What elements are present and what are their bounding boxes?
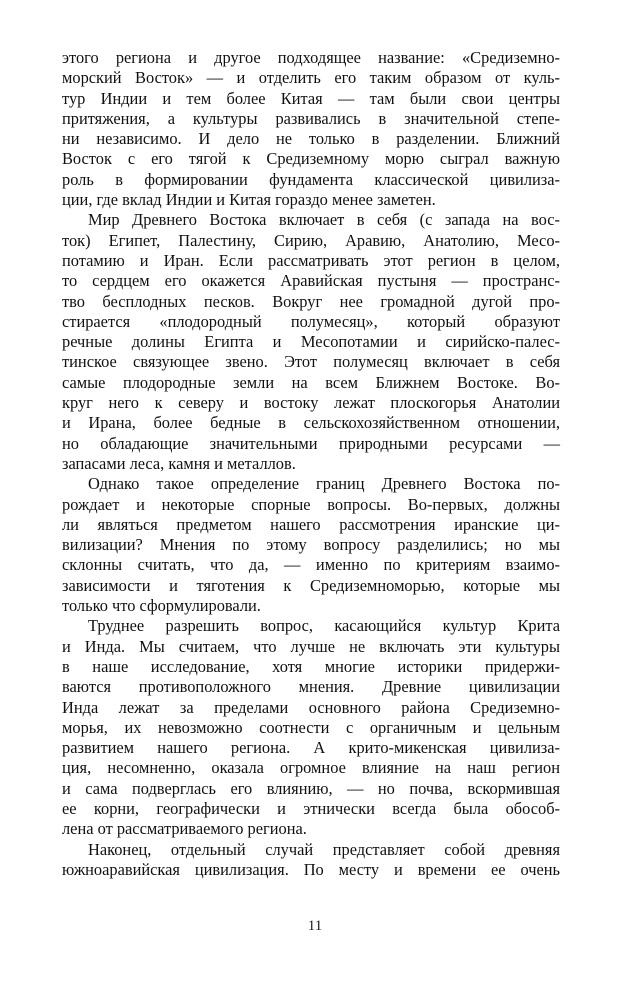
- text-line: потамию и Иран. Если рассматривать этот регион в целом,: [62, 250, 560, 270]
- text-line: ция, несомненно, оказала огромное влияние на наш регион: [62, 758, 560, 778]
- text-line: Наконец, отдельный случай представляет собой древняя: [88, 839, 560, 859]
- paragraph: [62, 474, 560, 616]
- text-line: запасами леса, камня и металлов.: [62, 453, 296, 473]
- text-line: только что сформулировали.: [62, 596, 261, 616]
- text-line: рождает и некоторые спорные вопросы. Во-первых, должны: [62, 494, 560, 514]
- text-line: стирается «плодородный полумесяц», который образуют: [62, 311, 560, 331]
- page-number: 11: [307, 918, 323, 934]
- text-line: ли являться предметом нашего рассмотрения иранские ци-: [62, 514, 560, 534]
- text-line: этого региона и другое подходящее название: «Средиземно-: [62, 48, 560, 67]
- text-line: южноаравийская цивилизация. По месту и времени ее очень: [62, 859, 560, 879]
- text-line: ток) Египет, Палестину, Сирию, Аравию, Анатолию, Месо-: [62, 230, 560, 250]
- paragraph: [62, 48, 560, 210]
- text-line: круг него к северу и востоку лежат плоскогорья Анатолии: [62, 393, 560, 413]
- paragraph: [62, 840, 560, 881]
- text-line: притяжения, а культуры развивались в значительной степе-: [62, 108, 560, 128]
- text-line: роль в формировании фундамента классической цивилиза-: [62, 169, 560, 189]
- paragraph: [62, 210, 560, 474]
- paragraph: [62, 616, 560, 839]
- text-line: ваются противоположного мнения. Древние цивилизации: [62, 677, 560, 697]
- text-line: то сердцем его окажется Аравийская пустыня — пространс-: [62, 271, 560, 291]
- body-text: [62, 48, 560, 880]
- text-line: Инда лежат за пределами основного района Средиземно-: [62, 697, 560, 717]
- text-line: самые плодородные земли на всем Ближнем Востоке. Во-: [62, 372, 560, 392]
- text-line: тур Индии и тем более Китая — там были свои центры: [62, 88, 560, 108]
- text-line: но обладающие значительными природными ресурсами —: [62, 433, 560, 453]
- text-line: Восток с его тягой к Средиземному морю сыграл важную: [62, 149, 560, 169]
- text-line: Однако такое определение границ Древнего Востока по-: [88, 474, 560, 494]
- text-line: и Инда. Мы считаем, что лучше не включать эти культуры: [62, 636, 560, 656]
- text-line: речные долины Египта и Месопотамии и сирийско-палес-: [62, 332, 560, 352]
- text-line: зависимости и тяготения к Средиземноморью, которые мы: [62, 575, 560, 595]
- text-line: ее корни, географически и этнически всегда была обособ-: [62, 798, 560, 818]
- text-line: ни независимо. И дело не только в разделении. Ближний: [62, 129, 560, 149]
- text-line: и Ирана, более бедные в сельскохозяйственном отношении,: [62, 413, 560, 433]
- text-line: вилизации? Мнения по этому вопросу разделились; но мы: [62, 535, 560, 555]
- text-line: и сама подверглась его влиянию, — но почва, вскормившая: [62, 778, 560, 798]
- text-line: тво бесплодных песков. Вокруг нее громадной дугой про-: [62, 291, 560, 311]
- text-line: морский Восток» — и отделить его таким образом от куль-: [62, 68, 560, 88]
- text-line: морья, их невозможно соотнести с органичным и цельным: [62, 717, 560, 737]
- text-line: развитием нашего региона. А крито-микенская цивилиза-: [62, 738, 560, 758]
- text-line: Труднее разрешить вопрос, касающийся культур Крита: [88, 616, 560, 636]
- text-line: тинское связующее звено. Этот полумесяц включает в себя: [62, 352, 560, 372]
- text-line: лена от рассматриваемого региона.: [62, 819, 307, 839]
- text-line: в наше исследование, хотя многие историки придержи-: [62, 656, 560, 676]
- text-line: Мир Древнего Востока включает в себя (с запада на вос-: [88, 210, 560, 230]
- text-line: ции, где вклад Индии и Китая гораздо менее заметен.: [62, 190, 436, 210]
- text-line: склонны считать, что да, — именно по критериям взаимо-: [62, 555, 560, 575]
